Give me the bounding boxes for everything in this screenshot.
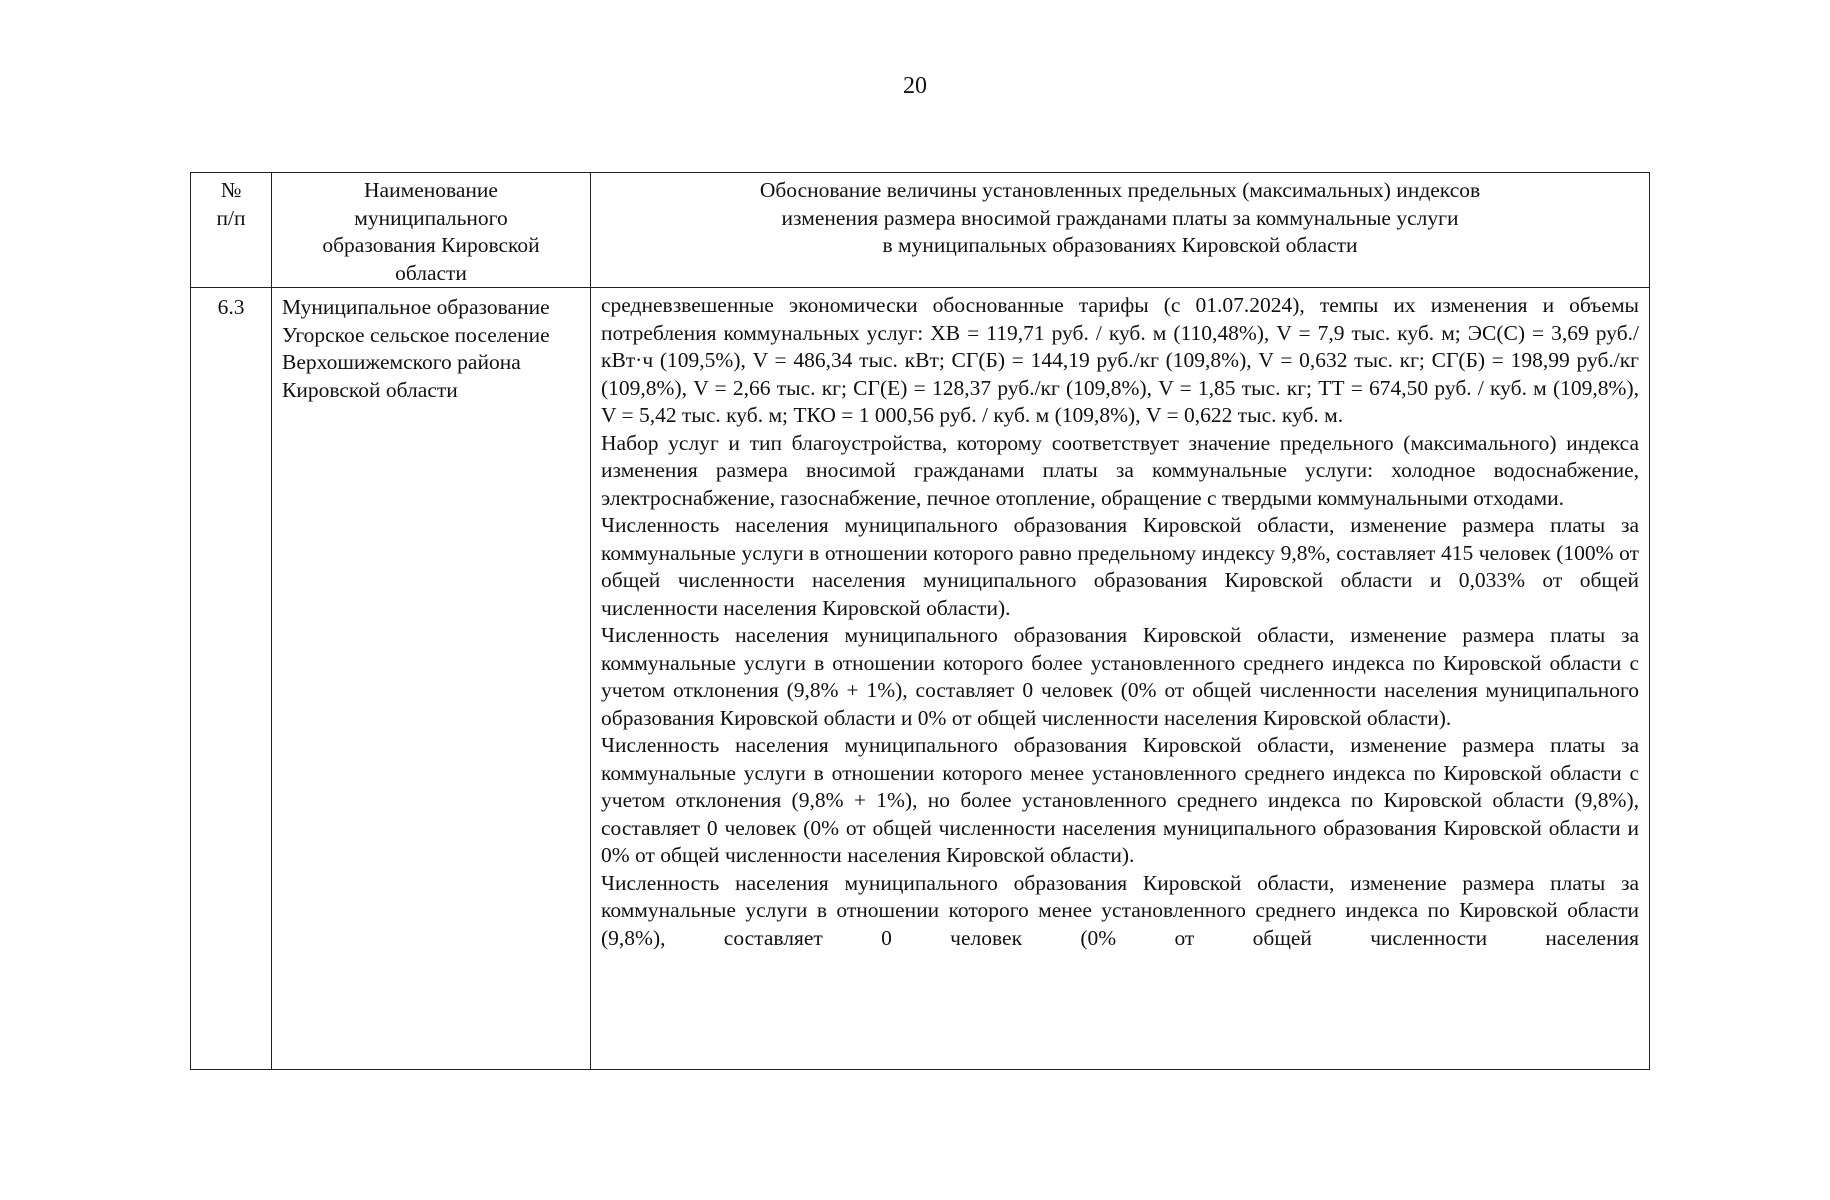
header-basis-line: Обоснование величины установленных предельных (максимальных) индексов [759, 178, 1481, 202]
header-name-line: муниципального [354, 205, 508, 230]
table-header-row [191, 173, 1650, 288]
header-basis-line: изменения размера вносимой гражданами платы за коммунальные услуги [781, 205, 1459, 230]
table-row [191, 288, 1650, 1070]
header-name-line: образования Кировской [322, 233, 540, 257]
header-name-line: Наименование [364, 178, 498, 202]
header-name-line: области [395, 260, 467, 285]
header-justification [591, 173, 1650, 288]
services-paragraph: Набор услуг и тип благоустройства, которому соответствует значение предельного (максимального) индекса изменения размера вносимой гражданами платы за коммунальные услуги: холодное водоснабжение, электроснабжение, газоснабжение, печное отопление, обращение с твердыми коммунальными отходами. [601, 430, 1639, 510]
justification-table [190, 172, 1650, 1070]
tariffs-paragraph: средневзвешенные экономически обоснованные тарифы (с 01.07.2024), темпы их изменения и объемы потребления коммунальных услуг: ХВ = 119,71 руб. / куб. м (110,48%), V = 7,9 тыс. куб. м; ЭС(С) = 3,69 руб./кВт·ч (109,5%), V = 486,34 тыс. кВт; СГ(Б) = 144,19 руб./кг (109,8%), V = 0,632 тыс. кг; СГ(Б) = 198,99 руб./кг (109,8%), V = 2,66 тыс. кг; СГ(Е) = 128,37 руб./кг (109,8%), V = 1,85 тыс. кг; ТТ = 674,50 руб. / куб. м (109,8%), V = 5,42 тыс. куб. м; ТКО = 1 000,56 руб. / куб. м (109,8%), V = 0,622 тыс. куб. м. [601, 293, 1639, 427]
header-number [191, 173, 272, 288]
header-number-line: № [220, 178, 242, 202]
row-number: 6.3 [191, 288, 272, 1070]
municipality-name: Муниципальное образование Угорское сельское поселение Верхошижемского района Кировской области [272, 288, 591, 1070]
population-between-indices-paragraph: Численность населения муниципального образования Кировской области, изменение размера платы за коммунальные услуги в отношении которого менее установленного среднего индекса по Кировской области с учетом отклонения (9,8% + 1%), но более установленного среднего индекса по Кировской области (9,8%), составляет 0 человек (0% от общей численности населения муниципального образования Кировской области и 0% от общей численности населения Кировской области). [601, 733, 1639, 867]
header-basis-line: в муниципальных образованиях Кировской области [882, 233, 1358, 257]
population-equal-index-paragraph: Численность населения муниципального образования Кировской области, изменение размера платы за коммунальные услуги в отношении которого равно предельному индексу 9,8%, составляет 415 человек (100% от общей численности населения муниципального образования Кировской области и 0,033% от общей численности населения Кировской области). [601, 513, 1639, 620]
header-municipality-name [272, 173, 591, 288]
population-above-deviation-paragraph: Численность населения муниципального образования Кировской области, изменение размера платы за коммунальные услуги в отношении которого более установленного среднего индекса по Кировской области с учетом отклонения (9,8% + 1%), составляет 0 человек (0% от общей численности населения муниципального образования Кировской области и 0% от общей численности населения Кировской области). [601, 623, 1639, 730]
page-number: 20 [903, 73, 927, 99]
justification-text [591, 288, 1650, 1070]
population-below-index-paragraph: Численность населения муниципального образования Кировской области, изменение размера платы за коммунальные услуги в отношении которого менее установленного среднего индекса по Кировской области (9,8%), составляет 0 человек (0% от общей численности населения [601, 870, 1639, 950]
header-number-line: п/п [216, 205, 246, 230]
